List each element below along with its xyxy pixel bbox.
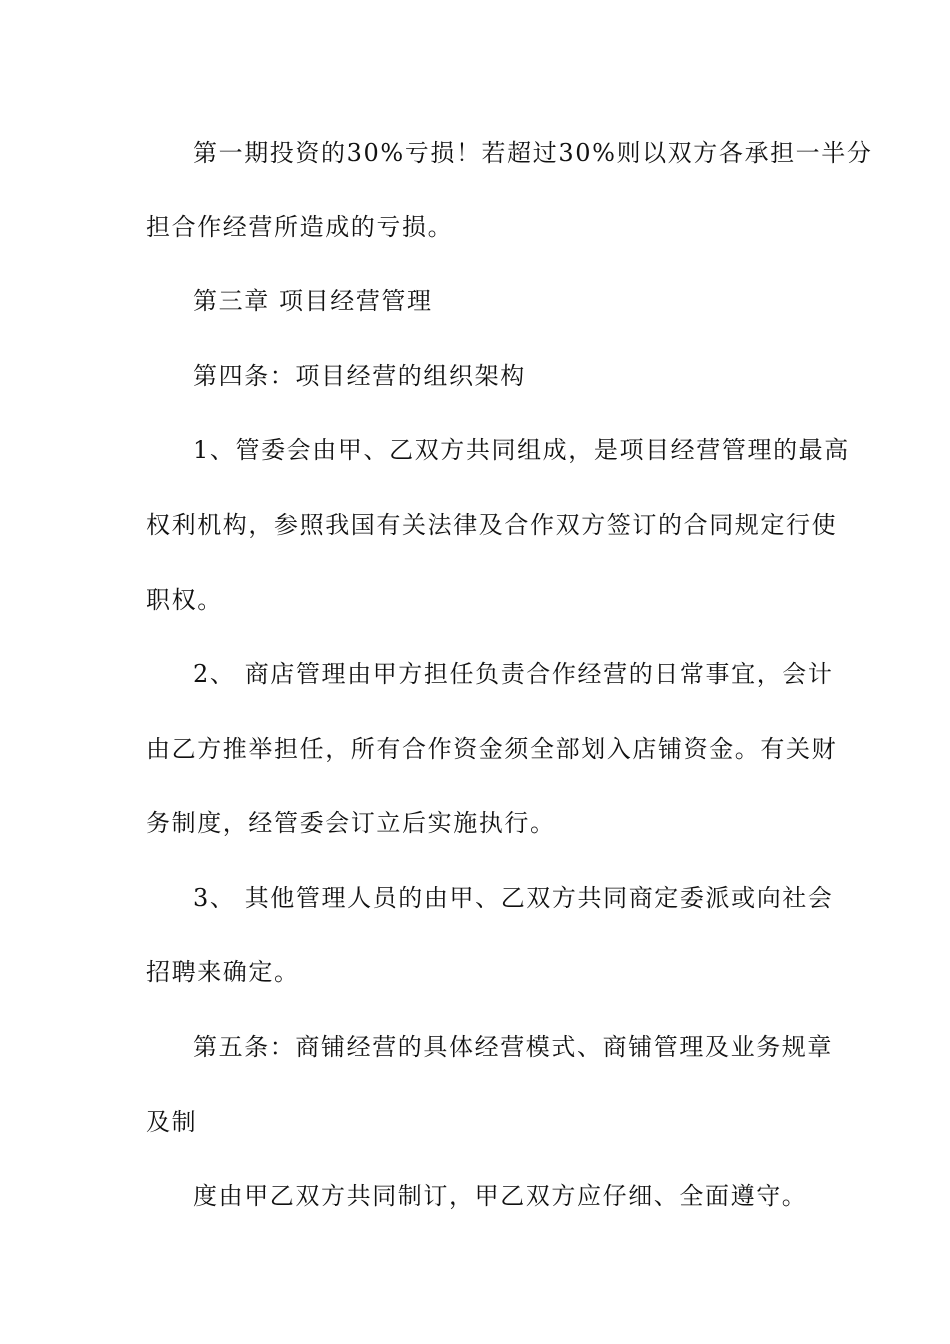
chapter-heading: 第三章 项目经营管理 [193,287,433,315]
paragraph-line: 务制度，经管委会订立后实施执行。 [146,809,556,837]
paragraph-line: 权利机构，参照我国有关法律及合作双方签订的合同规定行使 [146,511,838,539]
paragraph-line: 担合作经营所造成的亏损。 [146,213,454,241]
paragraph-line: 第一期投资的30%亏损！若超过30%则以双方各承担一半分 [193,139,873,167]
paragraph-line: 2、 商店管理由甲方担任负责合作经营的日常事宜，会计 [193,660,834,688]
paragraph-line: 度由甲乙双方共同制订，甲乙双方应仔细、全面遵守。 [193,1182,808,1210]
article-heading: 第五条：商铺经营的具体经营模式、商铺管理及业务规章 [193,1033,833,1061]
article-heading: 第四条：项目经营的组织架构 [193,362,526,390]
paragraph-line: 由乙方推举担任，所有合作资金须全部划入店铺资金。有关财 [146,735,838,763]
paragraph-line: 及制 [146,1108,198,1136]
paragraph-line: 3、 其他管理人员的由甲、乙双方共同商定委派或向社会 [193,884,834,912]
paragraph-line: 1、管委会由甲、乙双方共同组成，是项目经营管理的最高 [193,436,850,464]
paragraph-line: 职权。 [146,586,223,614]
paragraph-line: 招聘来确定。 [146,958,300,986]
